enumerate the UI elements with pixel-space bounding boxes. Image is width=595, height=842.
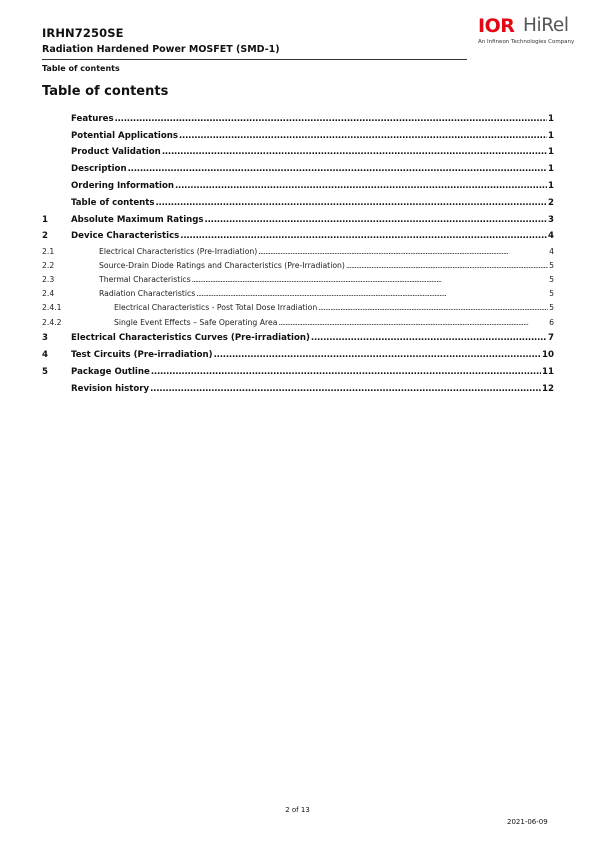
toc-dot-leader (258, 247, 548, 256)
toc-entry-page[interactable]: 5 (549, 303, 554, 313)
toc-entry-page[interactable]: 11 (542, 366, 554, 377)
toc-entry-title[interactable]: Absolute Maximum Ratings (71, 214, 204, 225)
toc-dot-leader (156, 198, 548, 208)
toc-entry-page[interactable]: 1 (548, 113, 554, 124)
header-divider (42, 59, 467, 60)
toc-entry-title[interactable]: Potential Applications (71, 130, 178, 141)
toc-entry-title[interactable]: Revision history (71, 383, 150, 394)
toc-entry[interactable] (42, 327, 554, 344)
toc-entry-number: 3 (42, 333, 48, 344)
toc-entry-page[interactable]: 5 (549, 260, 554, 270)
toc-dot-leader (205, 215, 547, 225)
toc-entry[interactable] (42, 312, 554, 326)
toc-entry-title[interactable]: Description (71, 164, 127, 175)
toc-dot-leader (128, 164, 547, 174)
toc-entry-page[interactable]: 5 (549, 289, 554, 299)
toc-entry[interactable] (42, 256, 554, 270)
toc-entry[interactable] (42, 124, 554, 141)
running-section-title: Table of contents (42, 64, 120, 73)
logo-mark: IOR (478, 15, 515, 37)
toc-entry[interactable] (42, 208, 554, 225)
toc-entry[interactable] (42, 107, 554, 124)
toc-entry-title[interactable]: Package Outline (71, 366, 150, 377)
toc-entry-title[interactable]: Device Characteristics (71, 231, 180, 242)
toc-entry-number: 2.4.1 (42, 303, 62, 313)
company-logo (478, 15, 588, 51)
toc-entry-number: 2.4.2 (42, 317, 62, 327)
toc-entry-number: 2.3 (42, 274, 55, 284)
toc-entry[interactable] (42, 270, 554, 284)
toc-entry-title[interactable]: Electrical Characteristics Curves (Pre-irradiation) (71, 333, 310, 344)
toc-entry-page[interactable]: 1 (548, 147, 554, 158)
toc-entry-page[interactable]: 12 (542, 383, 554, 394)
toc-entry-number: 2 (42, 231, 48, 242)
table-of-contents (42, 107, 554, 394)
toc-dot-leader (162, 147, 547, 157)
toc-entry-title[interactable]: Electrical Characteristics - Post Total Dose Irradiation (114, 303, 318, 313)
toc-entry[interactable] (42, 298, 554, 312)
toc-dot-leader (151, 367, 541, 377)
toc-dot-leader (175, 181, 547, 191)
toc-dot-leader (346, 261, 548, 270)
toc-entry[interactable] (42, 141, 554, 158)
toc-dot-leader (192, 275, 549, 284)
toc-entry[interactable] (42, 377, 554, 394)
toc-dot-leader (179, 131, 547, 141)
toc-entry[interactable] (42, 284, 554, 298)
toc-entry-page[interactable]: 4 (549, 246, 554, 256)
toc-entry[interactable] (42, 191, 554, 208)
toc-entry-title[interactable]: Ordering Information (71, 180, 174, 191)
toc-entry-title[interactable]: Test Circuits (Pre-irradiation) (71, 350, 213, 361)
toc-entry-number: 2.1 (42, 246, 55, 256)
toc-heading: Table of contents (42, 84, 169, 99)
toc-dot-leader (278, 318, 548, 327)
toc-entry-page[interactable]: 7 (548, 333, 554, 344)
toc-dot-leader (214, 350, 541, 360)
toc-entry[interactable] (42, 360, 554, 377)
toc-entry-page[interactable]: 10 (542, 350, 554, 361)
document-title: IRHN7250SE (42, 26, 124, 40)
toc-entry-number: 4 (42, 350, 48, 361)
toc-entry-page[interactable]: 2 (548, 197, 554, 208)
toc-entry-page[interactable]: 1 (548, 164, 554, 175)
document-date: 2021-06-09 (507, 818, 548, 826)
toc-dot-leader (318, 303, 548, 312)
toc-entry-page[interactable]: 4 (548, 231, 554, 242)
toc-entry[interactable] (42, 343, 554, 360)
toc-dot-leader (311, 333, 547, 343)
toc-entry-number: 5 (42, 366, 48, 377)
toc-entry-title[interactable]: Thermal Characteristics (99, 274, 191, 284)
toc-dot-leader (196, 289, 548, 298)
logo-brand: HiRel (523, 15, 569, 36)
toc-dot-leader (180, 231, 547, 241)
toc-entry-title[interactable]: Single Event Effects – Safe Operating Area (114, 317, 278, 327)
toc-entry-page[interactable]: 3 (548, 214, 554, 225)
toc-entry-title[interactable]: Table of contents (71, 197, 155, 208)
toc-dot-leader (150, 384, 541, 394)
toc-entry-number: 1 (42, 214, 48, 225)
toc-entry-page[interactable]: 6 (549, 317, 554, 327)
toc-entry-title[interactable]: Electrical Characteristics (Pre-Irradiation) (99, 246, 258, 256)
page-number: 2 of 13 (285, 806, 310, 814)
toc-entry[interactable] (42, 241, 554, 255)
toc-dot-leader (115, 114, 547, 124)
document-subtitle: Radiation Hardened Power MOSFET (SMD-1) (42, 44, 280, 55)
toc-entry-title[interactable]: Source-Drain Diode Ratings and Characteristics (Pre-Irradiation) (99, 260, 345, 270)
logo-tagline: An Infineon Technologies Company (478, 39, 575, 45)
toc-entry-title[interactable]: Features (71, 113, 114, 124)
toc-entry[interactable] (42, 225, 554, 242)
toc-entry-title[interactable]: Product Validation (71, 147, 161, 158)
toc-entry[interactable] (42, 174, 554, 191)
toc-entry-page[interactable]: 1 (548, 180, 554, 191)
toc-entry-title[interactable]: Radiation Characteristics (99, 289, 196, 299)
toc-entry[interactable] (42, 157, 554, 174)
toc-entry-page[interactable]: 1 (548, 130, 554, 141)
toc-entry-number: 2.2 (42, 260, 55, 270)
toc-entry-page[interactable]: 5 (549, 274, 554, 284)
toc-entry-number: 2.4 (42, 289, 55, 299)
